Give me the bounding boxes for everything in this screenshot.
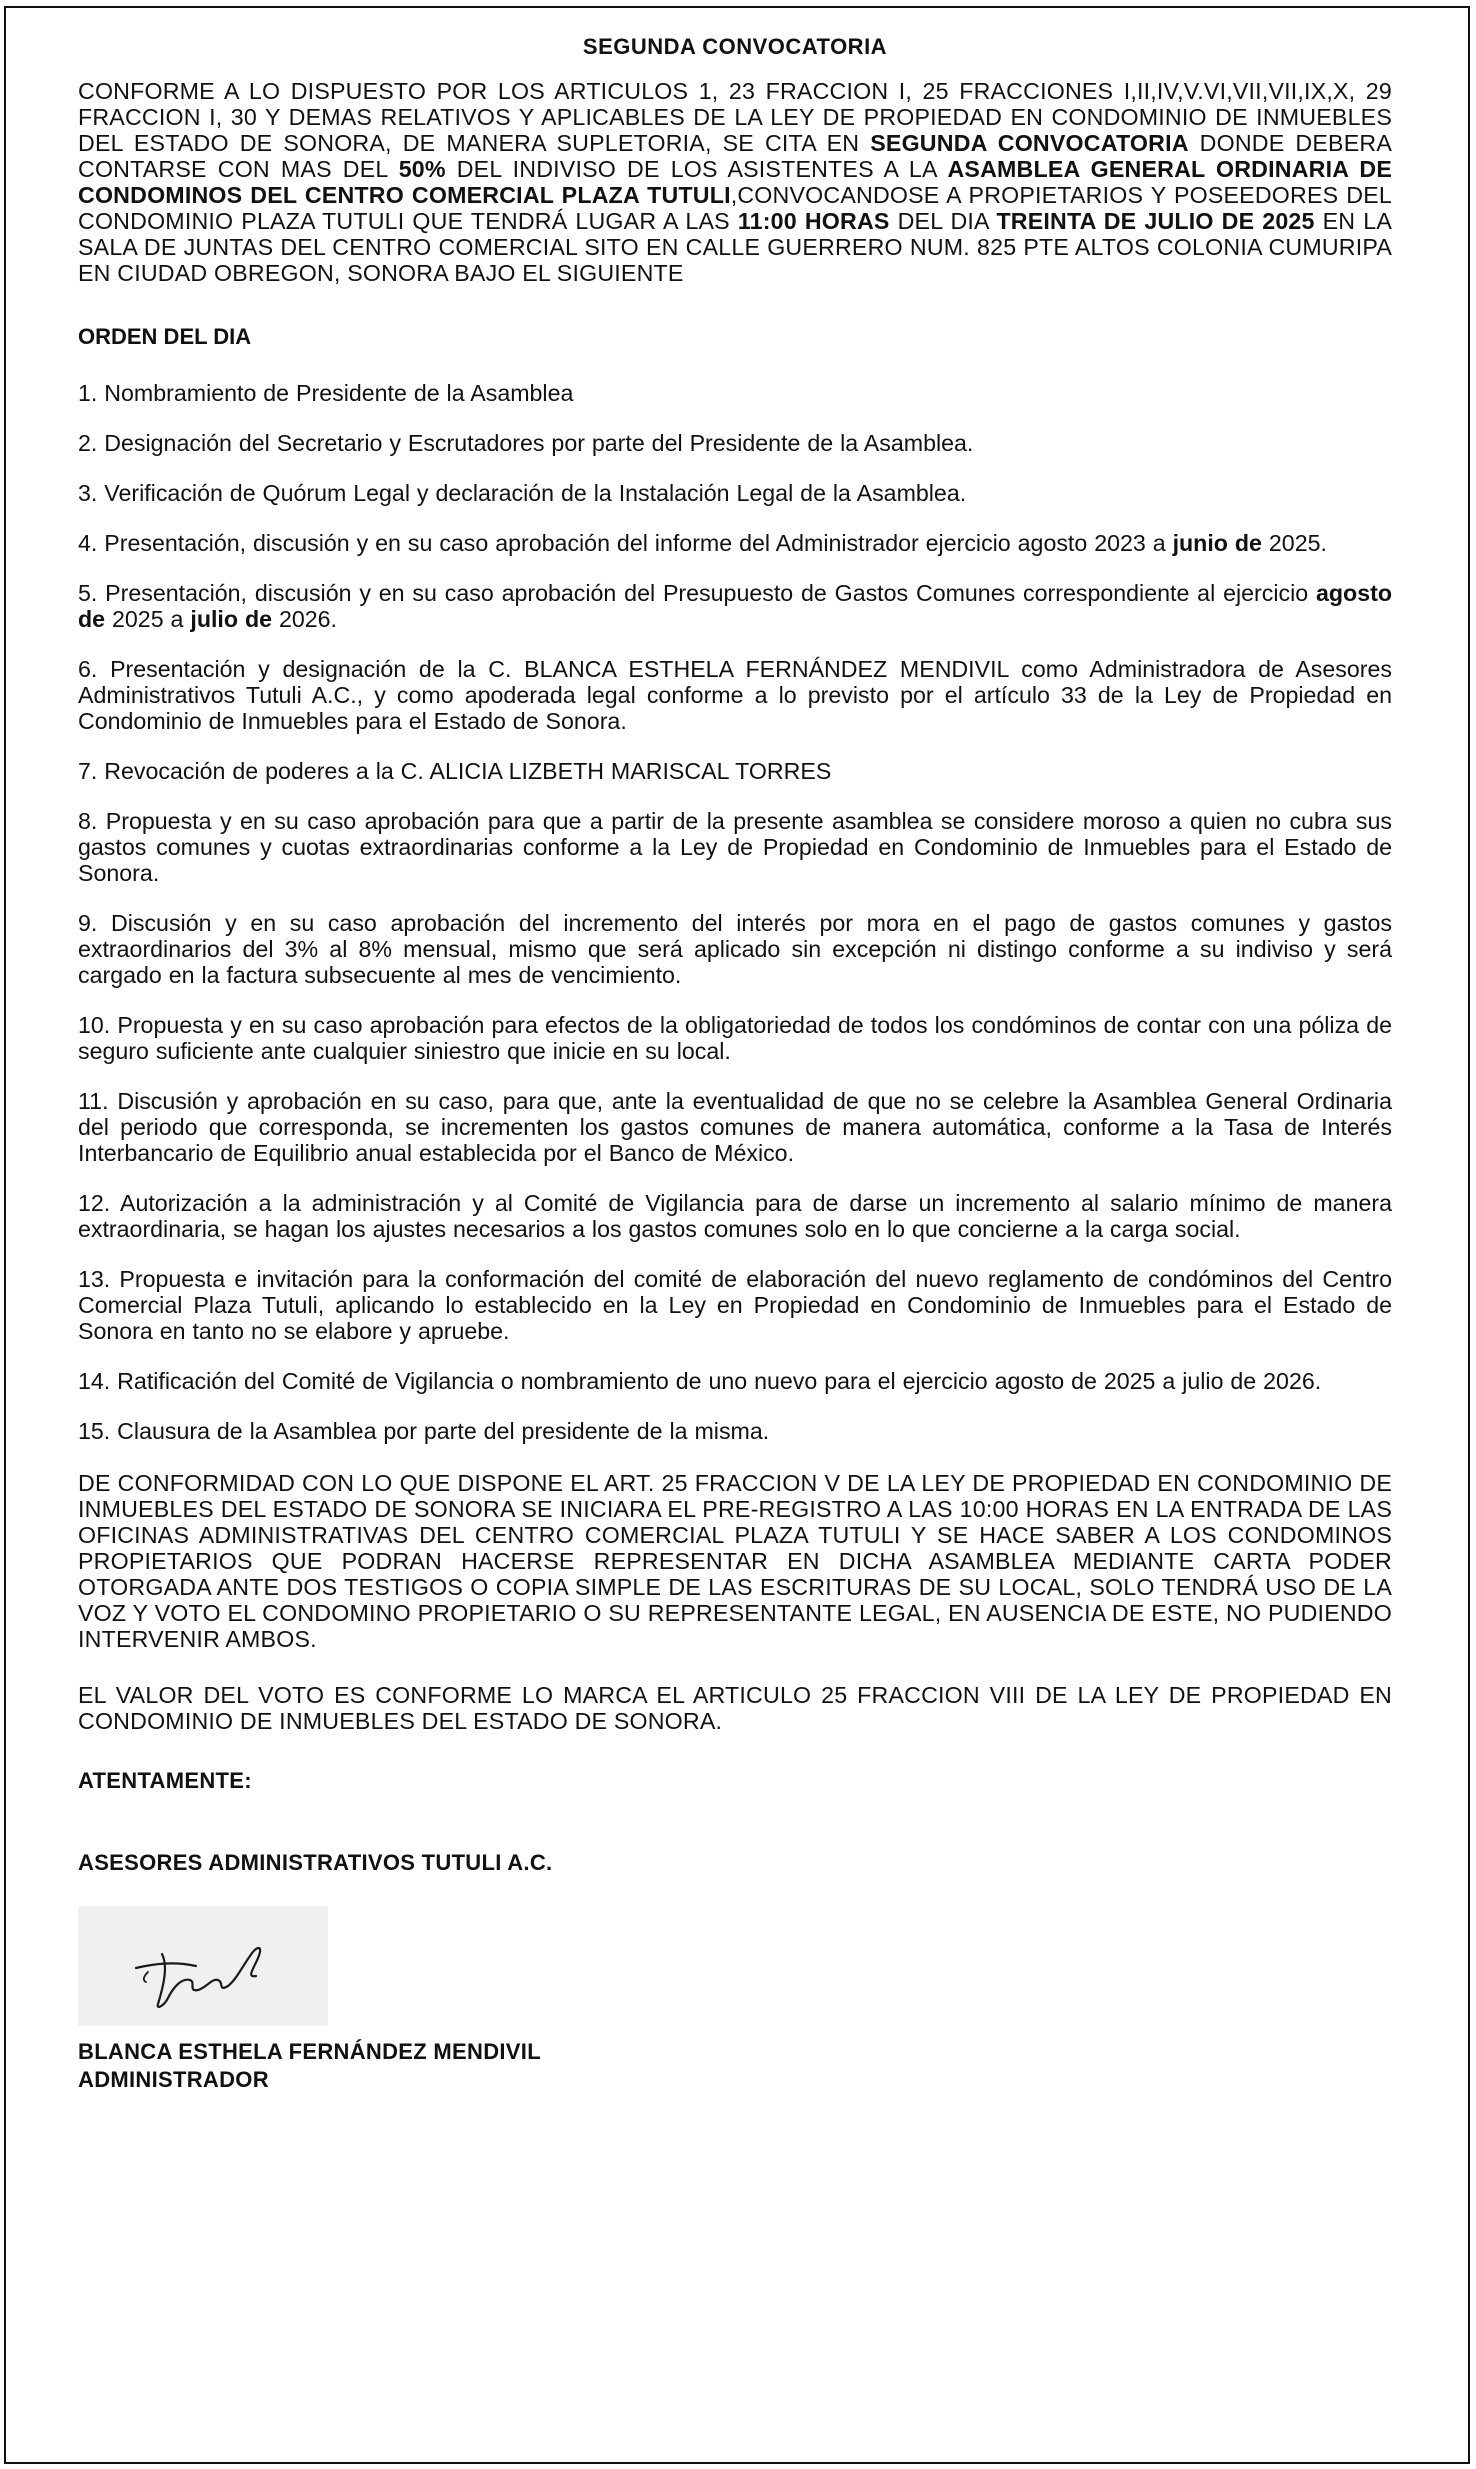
bold-text-run: SEGUNDA CONVOCATORIA xyxy=(870,130,1189,156)
agenda-item xyxy=(78,1266,1392,1344)
bold-text-run: 50% xyxy=(398,156,446,182)
text-run: 15. Clausura de la Asamblea por parte del presidente de la misma. xyxy=(78,1418,770,1444)
bold-text-run: TREINTA DE JULIO DE 2025 xyxy=(996,208,1315,234)
agenda-item xyxy=(78,580,1392,632)
signature-image xyxy=(78,1906,328,2026)
text-run: DEL DIA xyxy=(889,208,997,234)
organization-name: ASESORES ADMINISTRATIVOS TUTULI A.C. xyxy=(78,1850,553,1875)
text-run: 2025. xyxy=(1261,530,1327,556)
signer-title: ADMINISTRADOR xyxy=(78,2067,269,2092)
text-run: 2026. xyxy=(272,606,337,632)
text-run: 12. Autorización a la administración y al Comité de Vigilancia para de darse un incremento al salario mínimo de manera extraordinaria, se hagan los ajustes necesarios a los gastos comunes solo en lo que concierne a la carga social. xyxy=(78,1190,1392,1242)
text-run: 14. Ratificación del Comité de Vigilancia o nombramiento de uno nuevo para el ejercicio agosto de 2025 a julio de 2026. xyxy=(78,1368,1322,1394)
agenda-item xyxy=(78,1088,1392,1166)
text-run: 11. Discusión y aprobación en su caso, para que, ante la eventualidad de que no se celebre la Asamblea General Ordinaria del periodo que corresponda, se incrementen los gastos comunes de manera automática, conforme a la Tasa de Interés Interbancario de Equilibrio anual establecida por el Banco de México. xyxy=(78,1088,1392,1166)
text-run: ,CONVOCANDOSE A PROPIETARIOS Y POSEEDORES DEL CONDOMINIO PLAZA TUTULI QUE TENDRÁ LUGAR A LAS xyxy=(78,182,1392,234)
text-run: 1. Nombramiento de Presidente de la Asamblea xyxy=(78,380,574,406)
closing-section xyxy=(78,1470,1392,1734)
sign-off: ATENTAMENTE: xyxy=(78,1768,252,1793)
agenda-item xyxy=(78,910,1392,988)
agenda-item xyxy=(78,656,1392,734)
text-run: 6. Presentación y designación de la C. BLANCA ESTHELA FERNÁNDEZ MENDIVIL como Administradora de Asesores Administrativos Tutuli A.C., y como apoderada legal conforme a lo previsto por el artículo 33 de la Ley de Propiedad en Condominio de Inmuebles para el Estado de Sonora. xyxy=(78,656,1392,734)
closing-paragraph: DE CONFORMIDAD CON LO QUE DISPONE EL ART. 25 FRACCION V DE LA LEY DE PROPIEDAD EN CONDOMINIO DE INMUEBLES DEL ESTADO DE SONORA SE INICIARA EL PRE-REGISTRO A LAS 10:00 HORAS EN LA ENTRADA DE LAS OFICINAS ADMINISTRATIVAS DEL CENTRO COMERCIAL PLAZA TUTULI Y SE HACE SABER A LOS CONDOMINOS PROPIETARIOS QUE PODRAN HACERSE REPRESENTAR EN DICHA ASAMBLEA MEDIANTE CARTA PODER OTORGADA ANTE DOS TESTIGOS O COPIA SIMPLE DE LAS ESCRITURAS DE SU LOCAL, SOLO TENDRÁ USO DE LA VOZ Y VOTO EL CONDOMINO PROPIETARIO O SU REPRESENTANTE LEGAL, EN AUSENCIA DE ESTE, NO PUDIENDO INTERVENIR AMBOS. xyxy=(78,1470,1392,1652)
bold-text-run: junio de xyxy=(1172,530,1262,556)
agenda-item xyxy=(78,808,1392,886)
text-run: DONDE DEBERA CONTARSE CON MAS DEL xyxy=(78,130,1392,182)
text-run: 10. Propuesta y en su caso aprobación para efectos de la obligatoriedad de todos los condóminos de contar con una póliza de seguro suficiente ante cualquier siniestro que inicie en su local. xyxy=(78,1012,1392,1064)
agenda-item xyxy=(78,480,1392,506)
bold-text-run: ASAMBLEA GENERAL ORDINARIA DE CONDOMINOS DEL CENTRO COMERCIAL PLAZA TUTULI xyxy=(78,156,1392,208)
agenda-heading: ORDEN DEL DIA xyxy=(78,324,252,349)
signer-name: BLANCA ESTHELA FERNÁNDEZ MENDIVIL xyxy=(78,2039,541,2064)
text-run: 9. Discusión y en su caso aprobación del incremento del interés por mora en el pago de gastos comunes y gastos extraordinarios del 3% al 8% mensual, mismo que será aplicado sin excepción ni distingo conforme a su indiviso y será cargado en la factura subsecuente al mes de vencimiento. xyxy=(78,910,1392,988)
handwritten-signature xyxy=(78,1906,328,2026)
text-run: 4. Presentación, discusión y en su caso aprobación del informe del Administrador ejercicio agosto 2023 a xyxy=(78,530,1173,556)
text-run: 13. Propuesta e invitación para la conformación del comité de elaboración del nuevo reglamento de condóminos del Centro Comercial Plaza Tutuli, aplicando lo establecido en la Ley en Propiedad en Condominio de Inmuebles para el Estado de Sonora en tanto no se elabore y apruebe. xyxy=(78,1266,1392,1344)
text-run: 8. Propuesta y en su caso aprobación para que a partir de la presente asamblea se considere moroso a quien no cubra sus gastos comunes y cuotas extraordinarias conforme a la Ley de Propiedad en Condominio de Inmuebles para el Estado de Sonora. xyxy=(78,808,1392,886)
signer-block xyxy=(78,2038,1392,2094)
text-run: 2. Designación del Secretario y Escrutadores por parte del Presidente de la Asamblea. xyxy=(78,430,974,456)
bold-text-run: 11:00 HORAS xyxy=(737,208,890,234)
text-run: DEL INDIVISO DE LOS ASISTENTES A LA xyxy=(445,156,948,182)
text-run: 3. Verificación de Quórum Legal y declaración de la Instalación Legal de la Asamblea. xyxy=(78,480,967,506)
notice-content xyxy=(78,34,1392,2094)
closing-paragraph: EL VALOR DEL VOTO ES CONFORME LO MARCA EL ARTICULO 25 FRACCION VIII DE LA LEY DE PROPIEDAD EN CONDOMINIO DE INMUEBLES DEL ESTADO DE SONORA. xyxy=(78,1682,1392,1734)
agenda-item xyxy=(78,530,1392,556)
agenda-item xyxy=(78,380,1392,406)
agenda-item xyxy=(78,1418,1392,1444)
agenda-item xyxy=(78,758,1392,784)
agenda-item xyxy=(78,1012,1392,1064)
bold-text-run: agosto de xyxy=(78,580,1392,632)
text-run: EN LA SALA DE JUNTAS DEL CENTRO COMERCIAL SITO EN CALLE GUERRERO NUM. 825 PTE ALTOS COLONIA CUMURIPA EN CIUDAD OBREGON, SONORA BAJO EL SIGUIENTE xyxy=(78,208,1393,286)
text-run: 7. Revocación de poderes a la C. ALICIA LIZBETH MARISCAL TORRES xyxy=(78,758,832,784)
text-run: 2025 a xyxy=(105,606,191,632)
document-title: SEGUNDA CONVOCATORIA xyxy=(582,34,888,59)
bold-text-run: julio de xyxy=(190,606,273,632)
text-run: CONFORME A LO DISPUESTO POR LOS ARTICULOS 1, 23 FRACCION I, 25 FRACCIONES I,II,IV,V.VI,VII,VII,IX,X, 29 FRACCION I, 30 Y DEMAS RELATIVOS Y APLICABLES DE LA LEY DE PROPIEDAD EN CONDOMINIO DE INMUEBLES DEL ESTADO DE SONORA, DE MANERA SUPLETORIA, SE CITA EN xyxy=(78,78,1392,156)
text-run: 5. Presentación, discusión y en su caso aprobación del Presupuesto de Gastos Comunes correspondiente al ejercicio xyxy=(78,580,1316,606)
intro-paragraph xyxy=(78,78,1392,286)
agenda-item xyxy=(78,430,1392,456)
agenda-item xyxy=(78,1368,1392,1394)
agenda-list xyxy=(78,380,1392,1444)
agenda-item xyxy=(78,1190,1392,1242)
